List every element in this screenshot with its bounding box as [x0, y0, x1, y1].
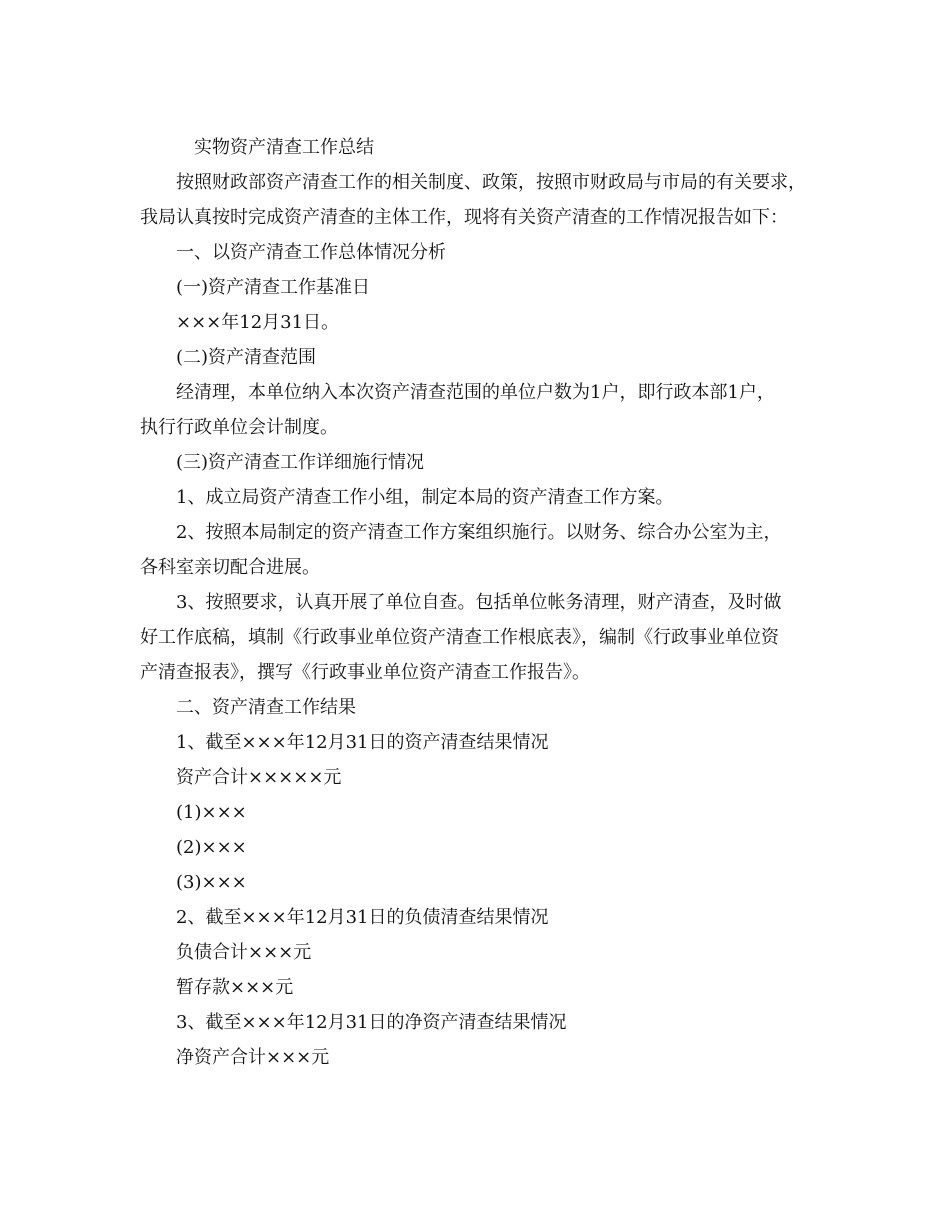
list-item: 1、截至×××年12月31日的资产清查结果情况	[176, 732, 549, 753]
list-item: 1、成立局资产清查工作小组，制定本局的资产清查工作方案。	[176, 487, 674, 508]
list-item: 3、按照要求，认真开展了单位自查。包括单位帐务清理，财产清查，及时做	[176, 592, 782, 613]
list-item: (1)×××	[176, 802, 247, 823]
subsection-heading: (一)资产清查工作基准日	[176, 277, 371, 298]
section-heading: 二、资产清查工作结果	[176, 697, 356, 718]
paragraph-line: 经清理，本单位纳入本次资产清查范围的单位户数为1户，即行政本部1户，	[176, 382, 775, 403]
paragraph-line: 产清查报表》，撰写《行政事业单位资产清查工作报告》。	[140, 662, 590, 683]
list-item: 3、截至×××年12月31日的净资产清查结果情况	[176, 1012, 567, 1033]
subsection-heading: (三)资产清查工作详细施行情况	[176, 452, 425, 473]
document-body	[140, 130, 840, 1075]
list-item: (2)×××	[176, 837, 247, 858]
list-item: 2、截至×××年12月31日的负债清查结果情况	[176, 907, 549, 928]
paragraph-line: 好工作底稿，填制《行政事业单位资产清查工作根底表》，编制《行政事业单位资	[140, 627, 779, 648]
paragraph-line: 执行行政单位会计制度。	[140, 417, 338, 438]
paragraph-line: 净资产合计×××元	[176, 1047, 330, 1068]
paragraph-line: 按照财政部资产清查工作的相关制度、政策，按照市财政局与市局的有关要求，	[176, 172, 806, 193]
paragraph-line: ×××年12月31日。	[176, 312, 340, 333]
paragraph-line: 负债合计×××元	[176, 942, 312, 963]
paragraph-line: 各科室亲切配合进展。	[140, 557, 320, 578]
document-title: 实物资产清查工作总结	[194, 137, 374, 158]
subsection-heading: (二)资产清查范围	[176, 347, 317, 368]
paragraph-line: 资产合计×××××元	[176, 767, 342, 788]
paragraph-line: 我局认真按时完成资产清查的主体工作，现将有关资产清查的工作情况报告如下：	[140, 207, 788, 228]
section-heading: 一、以资产清查工作总体情况分析	[176, 242, 446, 263]
list-item: 2、按照本局制定的资产清查工作方案组织施行。以财务、综合办公室为主，	[176, 522, 782, 543]
list-item: (3)×××	[176, 872, 247, 893]
paragraph-line: 暂存款×××元	[176, 977, 294, 998]
